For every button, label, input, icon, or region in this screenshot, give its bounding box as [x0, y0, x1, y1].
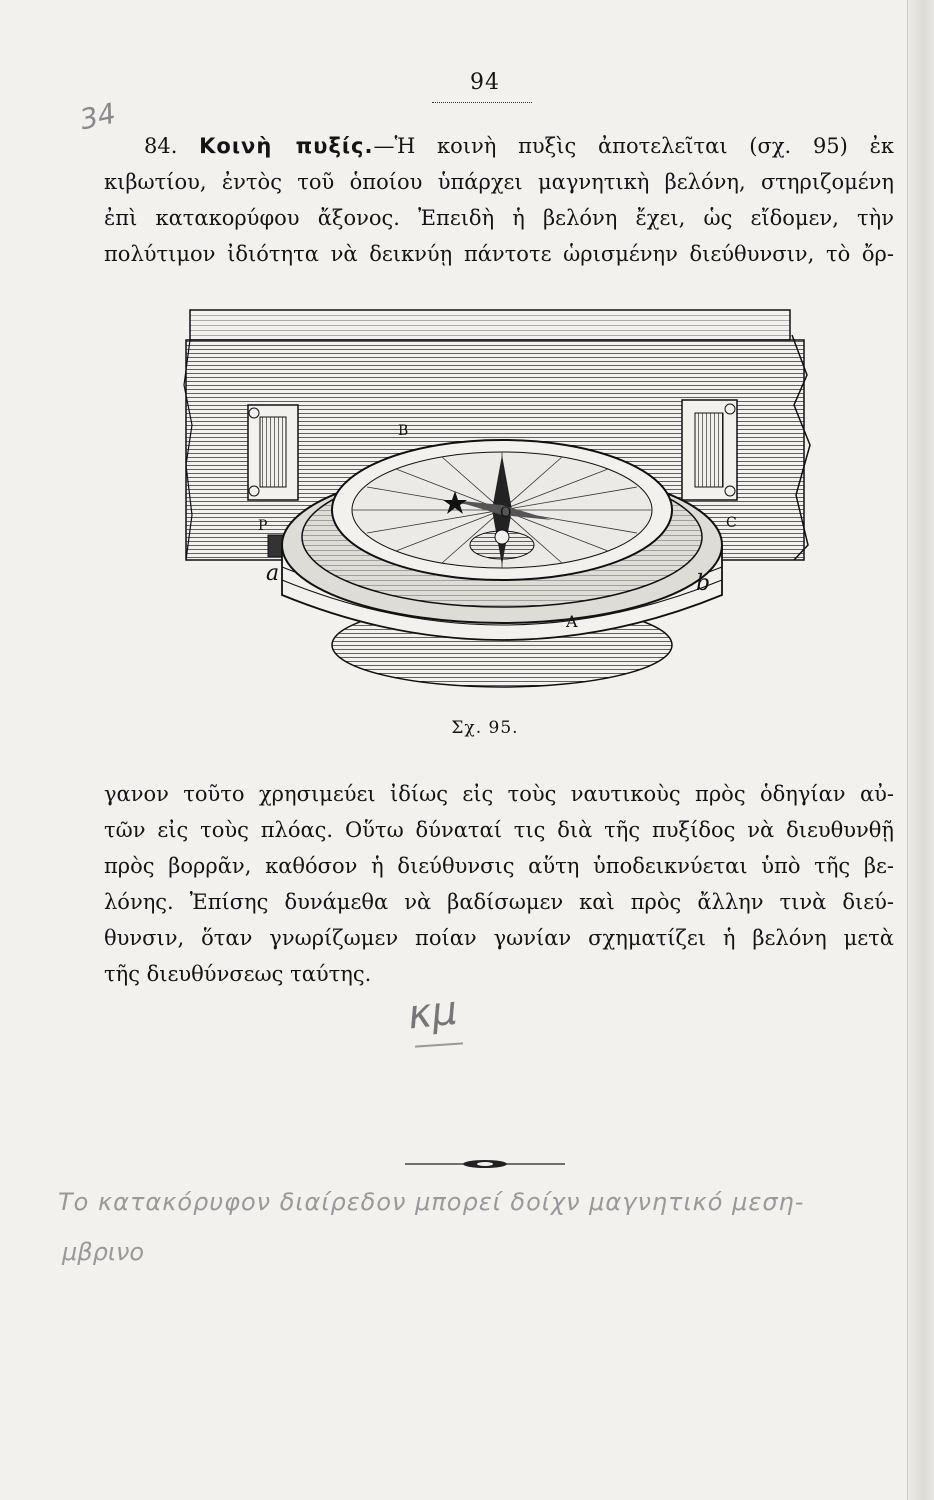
label-o: O [500, 505, 512, 521]
label-b-upper: B [398, 423, 409, 439]
dotted-rule [432, 102, 532, 103]
text-line [104, 128, 894, 164]
page-edge [907, 0, 934, 1500]
label-a-left: a [266, 561, 280, 586]
section-title: Κοινὴ πυξίς. [199, 134, 374, 158]
text-line: κιβωτίου, ἐντὸς τοῦ ὁποίου ὑπάρχει μαγνητικὴ βελόνη, στηριζομένη [104, 170, 894, 194]
label-p: P [258, 518, 268, 534]
handwritten-note-line-1: Το κατακόρυφον διαίρεδον μπορεί δοίχν μαγνητικό μεση- [58, 1188, 805, 1216]
handwritten-underline [415, 1042, 463, 1047]
handwritten-mark: κμ [405, 987, 460, 1039]
margin-note: 34 [76, 96, 119, 137]
label-a-ring: A [566, 612, 578, 631]
page-number: 94 [470, 70, 500, 95]
continuation-paragraph [104, 776, 894, 992]
handwritten-note-line-2: μβρινο [62, 1238, 145, 1266]
text-line: ἐπὶ κατακορύφου ἄξονος. Ἐπειδὴ ἡ βελόνη ἔχει, ὡς εἴδομεν, τὴν [104, 206, 894, 230]
text-line: γανον τοῦτο χρησιμεύει ἰδίως εἰς τοὺς ναυτικοὺς πρὸς ὁδηγίαν αὐ- [104, 782, 894, 806]
label-c: C [726, 515, 737, 531]
text-line-content: —Ἡ κοινὴ πυξὶς ἀποτελεῖται (σχ. 95) ἐκ [373, 134, 894, 158]
section-end-ornament [405, 1158, 565, 1170]
text-line: πολύτιμον ἰδιότητα νὰ δεικνύῃ πάντοτε ὡρισμένην διεύθυνσιν, τὸ ὄρ- [104, 242, 894, 266]
text-line: λόνης. Ἐπίσης δυνάμεθα νὰ βαδίσωμεν καὶ πρὸς ἄλλην τινὰ διεύ- [104, 890, 894, 914]
text-line: θυνσιν, ὅταν γνωρίζωμεν ποίαν γωνίαν σχηματίζει ἡ βελόνη μετὰ [104, 926, 894, 950]
text-line: πρὸς βορρᾶν, καθόσον ἡ διεύθυνσις αὕτη ὑποδεικνύεται ὑπὸ τῆς βε- [104, 854, 894, 878]
text-line: τῶν εἰς τοὺς πλόας. Οὕτω δύναταί τις διὰ τῆς πυξίδος νὰ διευθυνθῇ [104, 818, 894, 842]
compass-illustration [182, 305, 812, 700]
figure-caption: Σχ. 95. [451, 718, 519, 738]
section-84-paragraph [104, 128, 894, 272]
section-number: 84. [144, 134, 178, 158]
text-line: τῆς διευθύνσεως ταύτης. [104, 962, 372, 986]
label-b-right: b [696, 571, 711, 596]
